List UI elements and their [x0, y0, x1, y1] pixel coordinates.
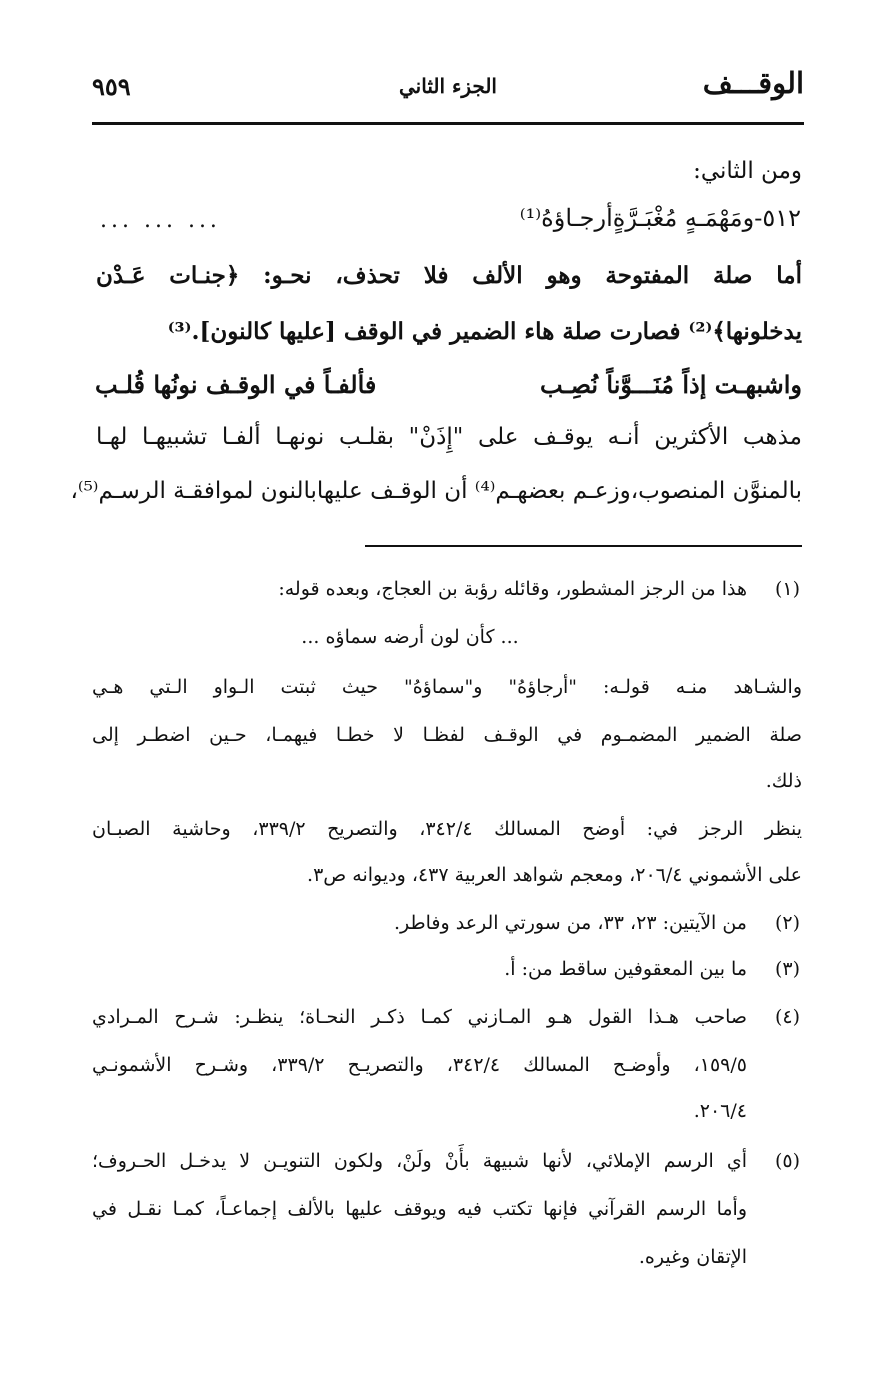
verse-first-hemistich: واشبهـت إذاً مُنَـــوَّناً نُصِـب [539, 370, 802, 399]
verse-512: ٥١٢-ومَهْمَـهٍ مُغْبَـرَّةٍأرجـاؤهُ⁽¹⁾ [519, 204, 801, 232]
footnote-1-line-7: على الأشموني ٢٠٦/٤، ومعجم شواهد العربية ٤٣٧، وديوانه ص٣. [307, 864, 802, 886]
footnote-1-line-3: والشـاهد منـه قولـه: "أرجاؤهُ" و"سماؤهُ" حيث ثبتت الـواو الـتي هـي [92, 676, 802, 698]
verse-second-hemistich: فألفـاً في الوقـف نونُها قُلـب [95, 370, 377, 399]
body-line-6: مذهب الأكثرين أنـه يوقـف على "إِذَنْ" بقلـب نونهـا ألفـا تشبيهـا لهـا [96, 424, 802, 450]
body-line-3: أما صلة المفتوحة وهو الألف فلا تحذف، نحـو: ﴿جنـات عَـدْن [96, 262, 802, 289]
footnote-divider [365, 545, 802, 547]
footnote-1-line-6: ينظر الرجز في: أوضح المسالك ٣٤٢/٤، والتصريح ٣٣٩/٢، وحاشية الصبـان [92, 818, 802, 840]
volume-label: الجزء الثاني [399, 74, 497, 98]
footnote-1-verse: ... كأن لون أرضه سماؤه ... [301, 626, 519, 648]
page-header [92, 66, 804, 112]
footnote-4-line-1: صاحب هـذا القول هـو المـازني كمـا ذكـر النحـاة؛ ينظـر: شـرح المـرادي [92, 1006, 747, 1028]
footnote-4-number: (٤) [774, 1006, 800, 1028]
footnote-2-line-1: من الآيتين: ٢٣، ٣٣، من سورتي الرعد وفاطر. [393, 912, 747, 934]
header-divider [92, 122, 804, 125]
body-line-7: بالمنوَّن المنصوب،وزعـم بعضهـم⁽⁴⁾ أن الوقـف عليهابالنون لموافقـة الرسـم⁽⁵⁾، [70, 478, 802, 504]
footnote-3-line-1: ما بين المعقوفين ساقط من: أ. [504, 958, 747, 980]
footnote-5-line-1: أي الرسم الإملائي، لأنها شبيهة بأَنْ ولَنْ، ولكون التنويـن لا يدخـل الحـروف؛ [92, 1150, 747, 1172]
footnote-1-line-1: هذا من الرجز المشطور، وقائله رؤبة بن العجاج، وبعده قوله: [278, 578, 747, 600]
footnote-1-line-4: صلة الضمير المضمـوم في الوقـف لفظـا لا خطـا فيهمـا، حـين اضطـر إلى [92, 724, 802, 746]
verse-dots: ... ... ... [100, 208, 221, 233]
footnote-4-line-2: ١٥٩/٥، وأوضـح المسالك ٣٤٢/٤، والتصريـح ٣٣٩/٢، وشـرح الأشمونـي [92, 1054, 747, 1076]
footnote-5-line-2: وأما الرسم القرآني فإنها تكتب فيه ويوقف عليها بالألف إجماعـاً، كمـا نقـل في [92, 1198, 747, 1220]
footnote-4-line-3: ٢٠٦/٤. [693, 1100, 747, 1122]
page-number: ٩٥٩ [92, 72, 131, 101]
footnote-5-line-3: الإتقان وغيره. [638, 1246, 747, 1268]
footnote-1-number: (١) [774, 578, 800, 600]
footnote-2-number: (٢) [774, 912, 800, 934]
body-line-4: يدخلونها﴾⁽²⁾ فصارت صلة هاء الضمير في الوقف [عليها كالنون].⁽³⁾ [167, 318, 802, 345]
footnote-1-line-5: ذلك. [765, 770, 802, 792]
section-title: الوقـــف [702, 66, 804, 100]
footnote-5-number: (٥) [774, 1150, 800, 1172]
footnote-3-number: (٣) [774, 958, 800, 980]
intro-line: ومن الثاني: [693, 158, 802, 184]
